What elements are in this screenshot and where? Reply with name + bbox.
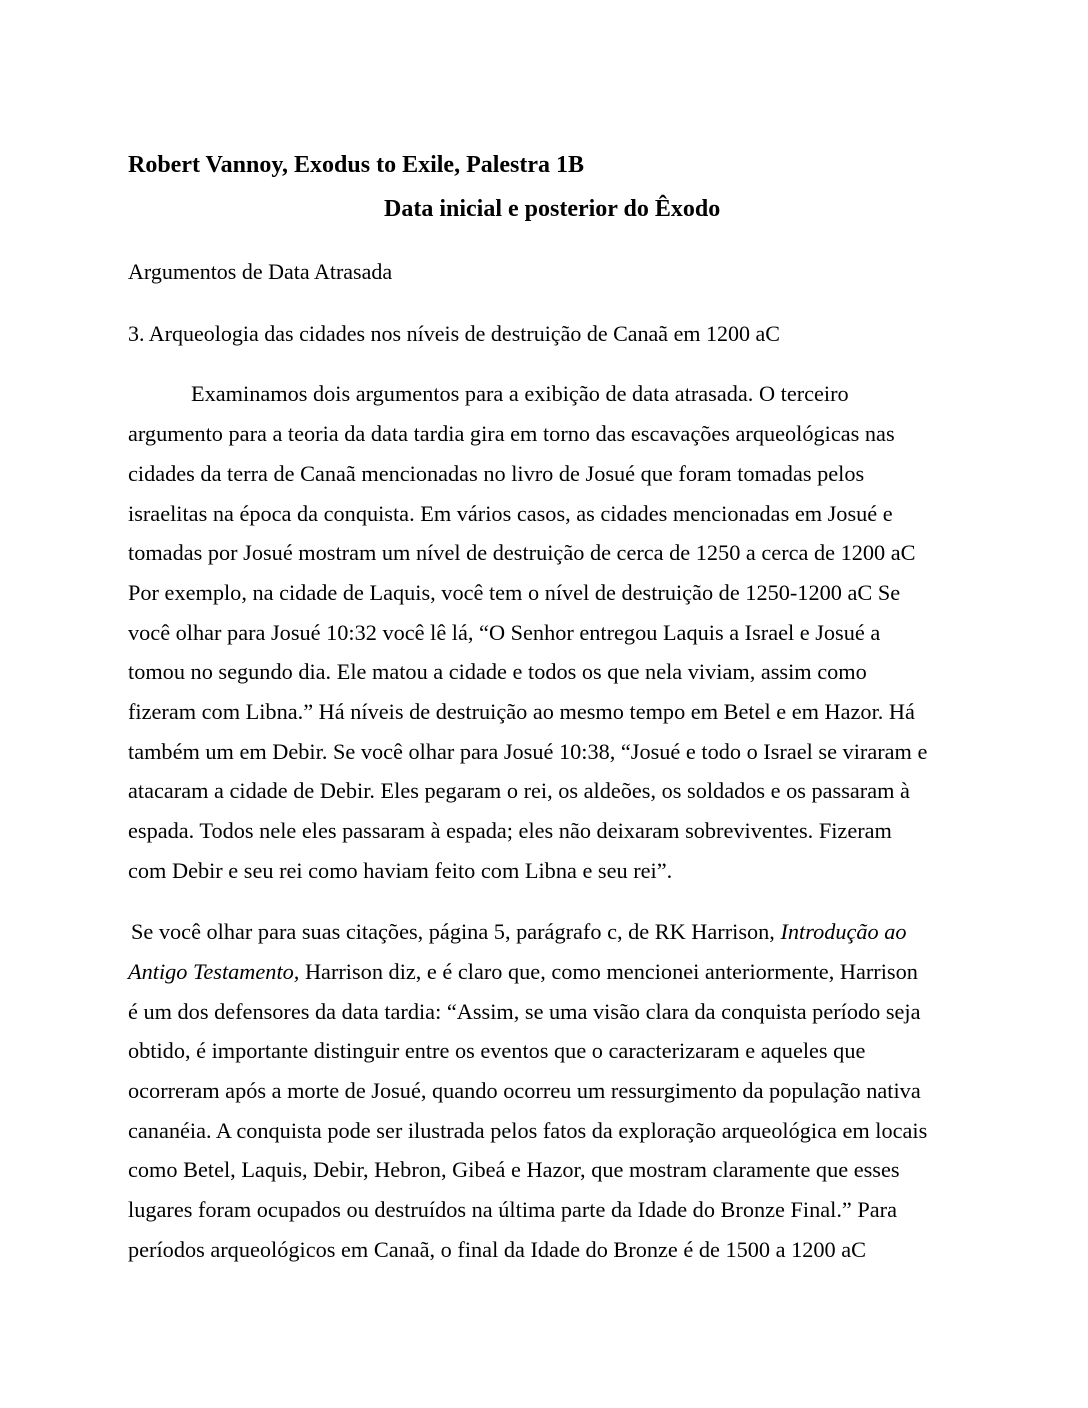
- paragraph-line: argumento para a teoria da data tardia gira em torno das escavações arqueológicas nas: [128, 421, 895, 446]
- book-title: Antigo Testamento,: [128, 959, 300, 984]
- section-heading: Argumentos de Data Atrasada: [128, 259, 393, 284]
- paragraph-line: como Betel, Laquis, Debir, Hebron, Gibeá e Hazor, que mostram claramente que esses: [128, 1157, 900, 1182]
- paragraph-line: lugares foram ocupados ou destruídos na última parte da Idade do Bronze Final.” Para: [128, 1197, 898, 1222]
- paragraph-line: cidades da terra de Canaã mencionadas no livro de Josué que foram tomadas pelos: [128, 461, 865, 486]
- paragraph-line: Por exemplo, na cidade de Laquis, você tem o nível de destruição de 1250-1200 aC Se: [128, 580, 901, 605]
- book-title: Introdução ao: [780, 919, 907, 944]
- paragraph-line: obtido, é importante distinguir entre os eventos que o caracterizaram e aqueles que: [128, 1038, 866, 1063]
- paragraph-line: também um em Debir. Se você olhar para Josué 10:38, “Josué e todo o Israel se viraram e: [128, 739, 928, 764]
- paragraph-line: cananéia. A conquista pode ser ilustrada pelos fatos da exploração arqueológica em locais: [128, 1118, 928, 1143]
- paragraph-line: [131, 919, 907, 945]
- paragraph-line: ocorreram após a morte de Josué, quando ocorreu um ressurgimento da população nativa: [128, 1078, 921, 1103]
- paragraph-line: [128, 959, 918, 985]
- paragraph-line: períodos arqueológicos em Canaã, o final da Idade do Bronze é de 1500 a 1200 aC: [128, 1237, 867, 1262]
- paragraph-line: tomou no segundo dia. Ele matou a cidade e todos os que nela viviam, assim como: [128, 659, 867, 684]
- paragraph-line: com Debir e seu rei como haviam feito com Libna e seu rei”.: [128, 858, 673, 883]
- point-heading: 3. Arqueologia das cidades nos níveis de destruição de Canaã em 1200 aC: [128, 321, 780, 346]
- document-title: Robert Vannoy, Exodus to Exile, Palestra 1B: [128, 152, 585, 178]
- paragraph-line: atacaram a cidade de Debir. Eles pegaram o rei, os aldeões, os soldados e os passaram à: [128, 778, 910, 803]
- paragraph-line: israelitas na época da conquista. Em vários casos, as cidades mencionadas em Josué e: [128, 501, 893, 526]
- paragraph-line: espada. Todos nele eles passaram à espada; eles não deixaram sobreviventes. Fizeram: [128, 818, 892, 843]
- paragraph-line: fizeram com Libna.” Há níveis de destruição ao mesmo tempo em Betel e em Hazor. Há: [128, 699, 915, 724]
- document-subtitle: Data inicial e posterior do Êxodo: [384, 196, 721, 222]
- paragraph-line: é um dos defensores da data tardia: “Assim, se uma visão clara da conquista período seja: [128, 999, 921, 1024]
- citation-text: Harrison diz, e é claro que, como mencionei anteriormente, Harrison: [299, 959, 918, 984]
- paragraph-line: tomadas por Josué mostram um nível de destruição de cerca de 1250 a cerca de 1200 aC: [128, 540, 916, 565]
- paragraph-line: você olhar para Josué 10:32 você lê lá, “O Senhor entregou Laquis a Israel e Josué a: [128, 620, 881, 645]
- citation-text: Se você olhar para suas citações, página 5, parágrafo c, de RK Harrison,: [131, 919, 781, 944]
- paragraph-line: Examinamos dois argumentos para a exibição de data atrasada. O terceiro: [191, 381, 849, 406]
